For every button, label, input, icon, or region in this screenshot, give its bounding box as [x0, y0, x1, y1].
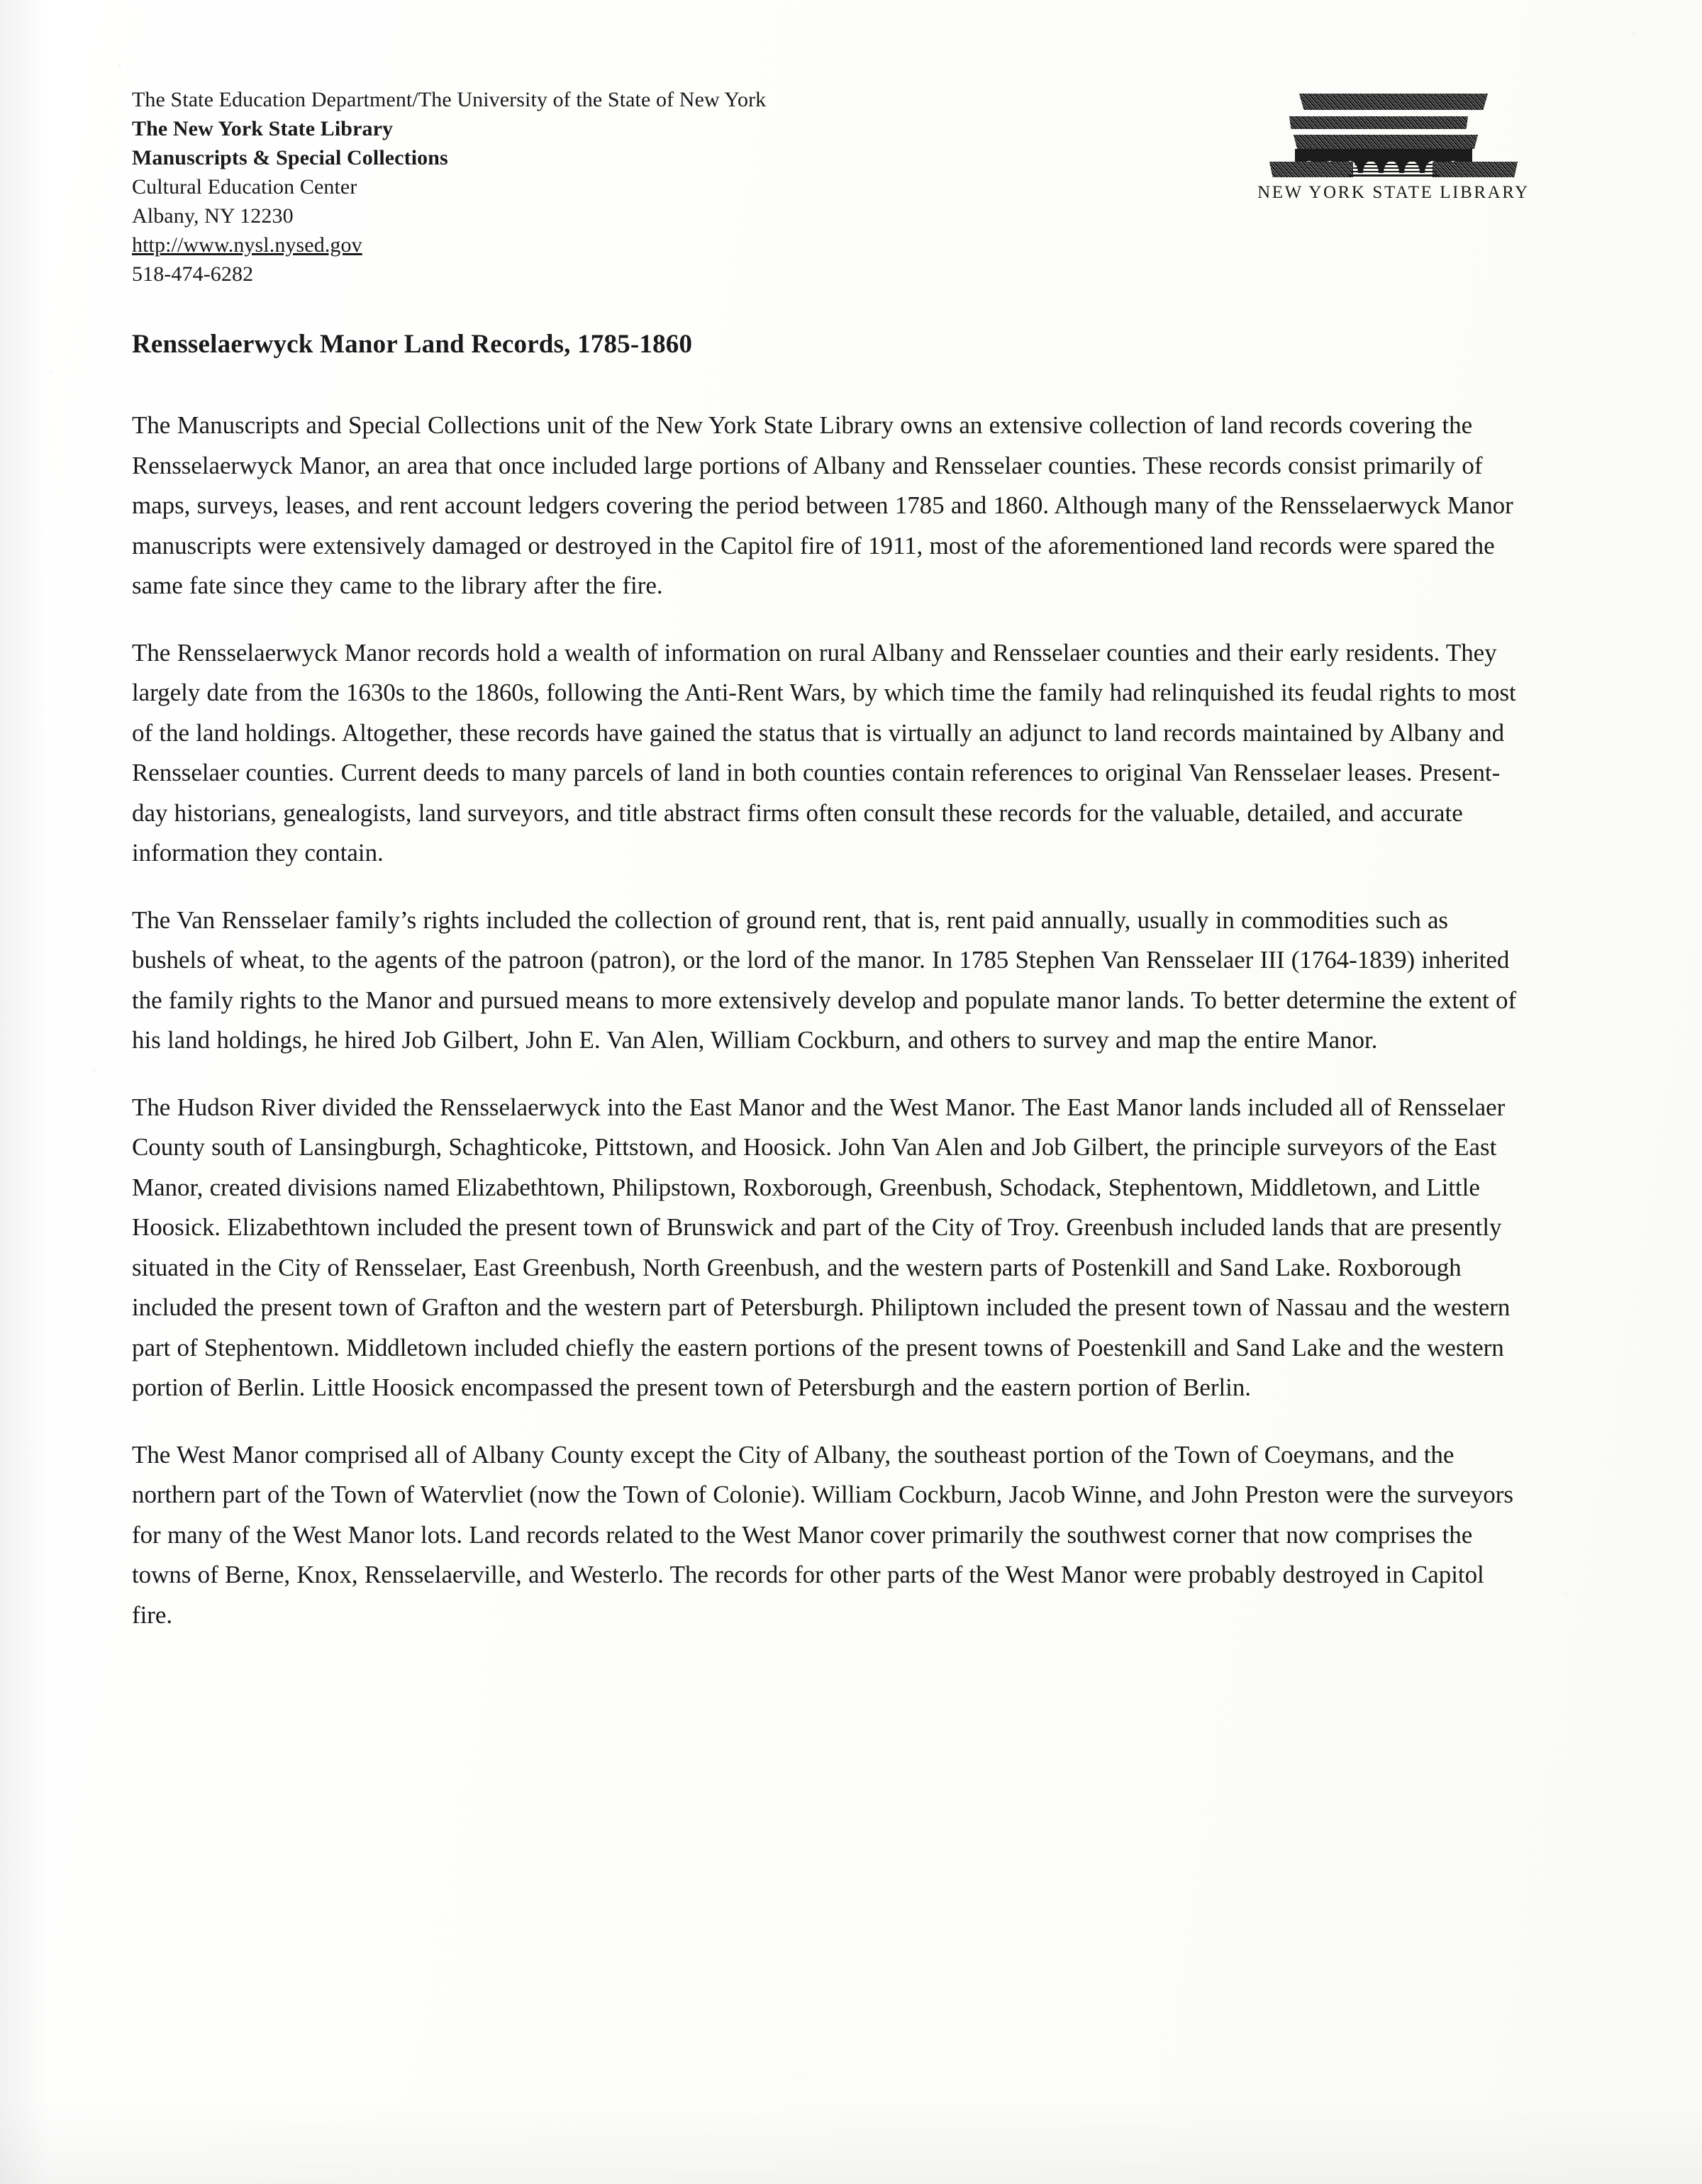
logo-steps	[1346, 160, 1441, 179]
logo-caption: NEW YORK STATE LIBRARY	[1257, 183, 1530, 202]
logo-entablature-middle	[1289, 116, 1468, 129]
logo-entablature-top	[1299, 94, 1488, 110]
letterhead-line-phone: 518-474-6282	[132, 262, 254, 286]
body-paragraph: The Van Rensselaer family’s rights included the collection of ground rent, that is, rent paid annually, usually in commodities such as bushels of wheat, to the agents of the patroon (patron), or the lord of the manor. In 1785 Stephen Van Rensselaer III (1764-1839) inherited the family rights to the Manor and pursued means to more extensively develop and populate manor lands. To better determine the extent of his land holdings, he hired Job Gilbert, John E. Van Alen, William Cockburn, and others to survey and map the entire Manor.	[132, 906, 1517, 1054]
letterhead-line-library: The New York State Library	[132, 117, 394, 140]
nysl-logo	[1255, 91, 1532, 203]
body-paragraph: The Manuscripts and Special Collections unit of the New York State Library owns an extensive collection of land records covering the Rensselaerwyck Manor, an area that once included large portions of Albany and Rensselaer counties. These records consist primarily of maps, surveys, leases, and rent account ledgers covering the period between 1785 and 1860. Although many of the Rensselaerwyck Manor manuscripts were extensively damaged or destroyed in the Capitol fire of 1911, most of the aforementioned land records were spared the same fate since they came to the library after the fire.	[132, 411, 1513, 599]
letterhead-line-building: Cultural Education Center	[132, 175, 357, 199]
body-paragraph: The Hudson River divided the Rensselaerwyck into the East Manor and the West Manor. The East Manor lands included all of Rensselaer County south of Lansingburgh, Schaghticoke, Pittstown, and Hoosick. John Van Alen and Job Gilbert, the principle surveyors of the East Manor, created divisions named Elizabethtown, Philipstown, Roxborough, Greenbush, Schodack, Stephentown, Middletown, and Little Hoosick. Elizabethtown included the present town of Brunswick and part of the City of Troy. Greenbush included lands that are presently situated in the City of Rensselaer, East Greenbush, North Greenbush, and the western parts of Postenkill and Sand Lake. Roxborough included the present town of Grafton and the western part of Petersburgh. Philiptown included the present town of Nassau and the western part of Stephentown. Middletown included chiefly the eastern portions of the present towns of Poestenkill and Sand Lake and the western portion of Berlin. Little Hoosick encompassed the present town of Petersburgh and the eastern portion of Berlin.	[132, 1093, 1511, 1401]
letterhead-website-link[interactable]: http://www.nysl.nysed.gov	[132, 233, 362, 257]
letterhead-line-city-state-zip: Albany, NY 12230	[132, 204, 294, 228]
document-body	[132, 406, 1528, 1635]
letterhead	[132, 85, 1196, 289]
logo-architrave	[1294, 135, 1478, 149]
letterhead-line-department: The State Education Department/The University of the State of New York	[132, 88, 767, 111]
body-paragraph: The West Manor comprised all of Albany County except the City of Albany, the southeast portion of the Town of Coeymans, and the northern part of the Town of Watervliet (now the Town of Colonie). William Cockburn, Jacob Winne, and John Preston were the surveyors for many of the West Manor lots. Land records related to the West Manor cover primarily the southwest corner that now comprises the towns of Berne, Knox, Rensselaerville, and Westerlo. The records for other parts of the West Manor were probably destroyed in Capitol fire.	[132, 1440, 1513, 1629]
body-paragraph: The Rensselaerwyck Manor records hold a wealth of information on rural Albany and Rensselaer counties and their early residents. They largely date from the 1630s to the 1860s, following the Anti-Rent Wars, by which time the family had relinquished its feudal rights to most of the land holdings. Altogether, these records have gained the status that is virtually an adjunct to land records maintained by Albany and Rensselaer counties. Current deeds to many parcels of land in both counties contain references to original Van Rensselaer leases. Present-day historians, genealogists, land surveyors, and title abstract firms often consult these records for the valuable, detailed, and accurate information they contain.	[132, 638, 1516, 867]
page-title: Rensselaerwyck Manor Land Records, 1785-1860	[132, 330, 693, 359]
logo-base-left	[1269, 162, 1353, 177]
logo-base-right	[1433, 162, 1518, 177]
library-building-icon	[1255, 91, 1532, 176]
letterhead-line-unit: Manuscripts & Special Collections	[132, 146, 448, 169]
